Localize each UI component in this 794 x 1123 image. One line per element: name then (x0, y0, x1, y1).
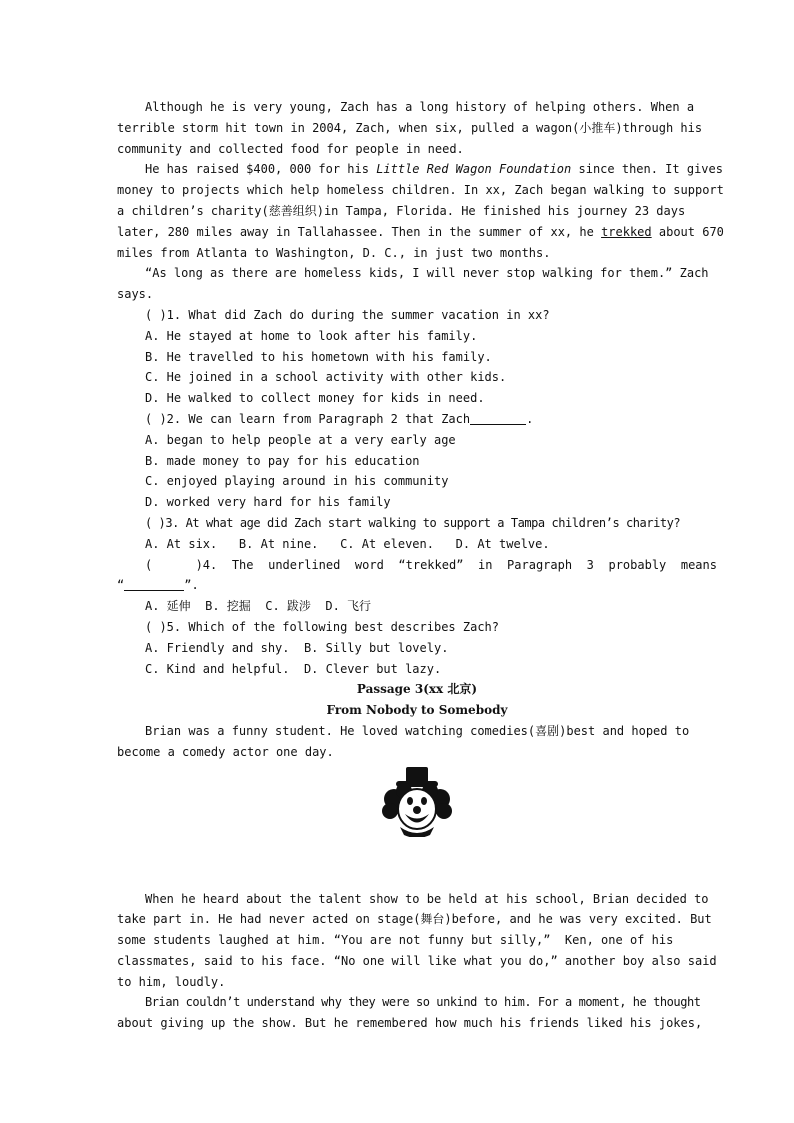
question-5-options-ab: A. Friendly and shy. B. Silly but lovely. (145, 640, 449, 655)
passage-3-title: From Nobody to Somebody (326, 703, 508, 718)
question-5-options-cd: C. Kind and helpful. D. Clever but lazy. (145, 661, 442, 676)
paragraph-1-line-1: Although he is very young, Zach has a long history of helping others. When a (145, 100, 695, 114)
open-quote: “ (117, 578, 125, 593)
question-5: ( )5. Which of the following best describes Zach? (145, 619, 500, 634)
word: means (680, 557, 717, 572)
question-4-options: A. 延伸 B. 挖掘 C. 跋涉 D. 飞行 (145, 599, 372, 614)
paragraph-2-line-4 (117, 222, 724, 243)
question-2 (117, 409, 717, 430)
word: word (354, 557, 384, 572)
paragraph-2-line-2: money to projects which help homeless children. In xx, Zach began walking to support (117, 183, 724, 198)
paragraph-2-line-1 (117, 159, 723, 180)
question-1: ( )1. What did Zach do during the summer vacation in xx? (145, 307, 550, 322)
question-2-stem: ( )2. We can learn from Paragraph 2 that Zach (145, 411, 471, 426)
question-1-option-c: C. He joined in a school activity with other kids. (145, 370, 507, 385)
text-run: since then. It gives (571, 162, 723, 177)
paragraph-2-line-5: miles from Atlanta to Washington, D. C., in just two months. (117, 245, 551, 260)
underlined-word: trekked (601, 224, 652, 239)
text-run: about 670 (651, 224, 724, 239)
passage-3-paragraph-1-line-2: become a comedy actor one day. (117, 744, 334, 759)
question-4 (117, 555, 717, 576)
clown-face-icon (382, 765, 452, 837)
question-1-option-d: D. He walked to collect money for kids in need. (145, 391, 485, 406)
question-4-number: ( )4. (145, 557, 218, 572)
text-run: later, 280 miles away in Tallahassee. Then in the summer of xx, he (117, 224, 602, 239)
question-3-options: A. At six. B. At nine. C. At eleven. D. At twelve. (145, 536, 550, 551)
question-2-option-b: B. made money to pay for his education (145, 453, 420, 468)
passage-3-paragraph-2-line-5: to him, loudly. (117, 974, 226, 989)
passage-3-paragraph-3-line-1: Brian couldn’t understand why they were so unkind to him. For a moment, he thought (145, 995, 701, 1010)
word: 3 (586, 557, 594, 572)
passage-3-paragraph-2-line-2: take part in. He had never acted on stage(舞台)before, and he was very excited. But (117, 912, 712, 927)
passage-3-paragraph-3-line-2: about giving up the show. But he remembered how much his friends liked his jokes, (117, 1016, 703, 1031)
word: underlined (268, 557, 341, 572)
word: Paragraph (507, 557, 573, 572)
question-4-line-2 (117, 575, 717, 596)
paragraph-2-line-3: a children’s charity(慈善组织)in Tampa, Florida. He finished his journey 23 days (117, 203, 686, 218)
paragraph-3-line-1: “As long as there are homeless kids, I will never stop walking for them.” Zach (145, 266, 709, 281)
passage-3-paragraph-1-line-1: Brian was a funny student. He loved watching comedies(喜剧)best and hoped to (145, 723, 690, 738)
foundation-name: Little Red Wagon Foundation (376, 162, 572, 177)
question-2-option-a: A. began to help people at a very early age (145, 432, 456, 447)
passage-3-heading: Passage 3(xx 北京) (356, 682, 478, 697)
question-1-option-b: B. He travelled to his hometown with his family. (145, 349, 492, 364)
question-2-end: . (526, 411, 534, 426)
question-2-option-d: D. worked very hard for his family (145, 495, 391, 510)
text-run: He has raised $400, 000 for his (145, 162, 377, 177)
passage-3-paragraph-2-line-4: classmates, said to his face. “No one will like what you do,” another boy also said (117, 953, 717, 968)
word: probably (608, 557, 667, 572)
clown-picture (117, 763, 717, 889)
paragraph-1-line-2: terrible storm hit town in 2004, Zach, when six, pulled a wagon(小推车)through his (117, 120, 703, 135)
question-3: ( )3. At what age did Zach start walking to support a Tampa children’s charity? (145, 515, 681, 530)
paragraph-3-line-2: says. (117, 287, 154, 302)
answer-blank (124, 578, 184, 591)
passage-3-paragraph-2-line-1: When he heard about the talent show to be held at his school, Brian decided to (145, 891, 709, 906)
close-quote: ”. (184, 578, 199, 593)
answer-blank (470, 412, 526, 425)
word: in (478, 557, 493, 572)
word: The (231, 557, 254, 572)
question-1-option-a: A. He stayed at home to look after his family. (145, 328, 478, 343)
word: “trekked” (398, 557, 464, 572)
document-page (117, 97, 724, 1034)
passage-3-paragraph-2-line-3: some students laughed at him. “You are not funny but silly,” Ken, one of his (117, 933, 674, 948)
paragraph-1-line-3: community and collected food for people in need. (117, 141, 464, 156)
question-2-option-c: C. enjoyed playing around in his community (145, 474, 449, 489)
